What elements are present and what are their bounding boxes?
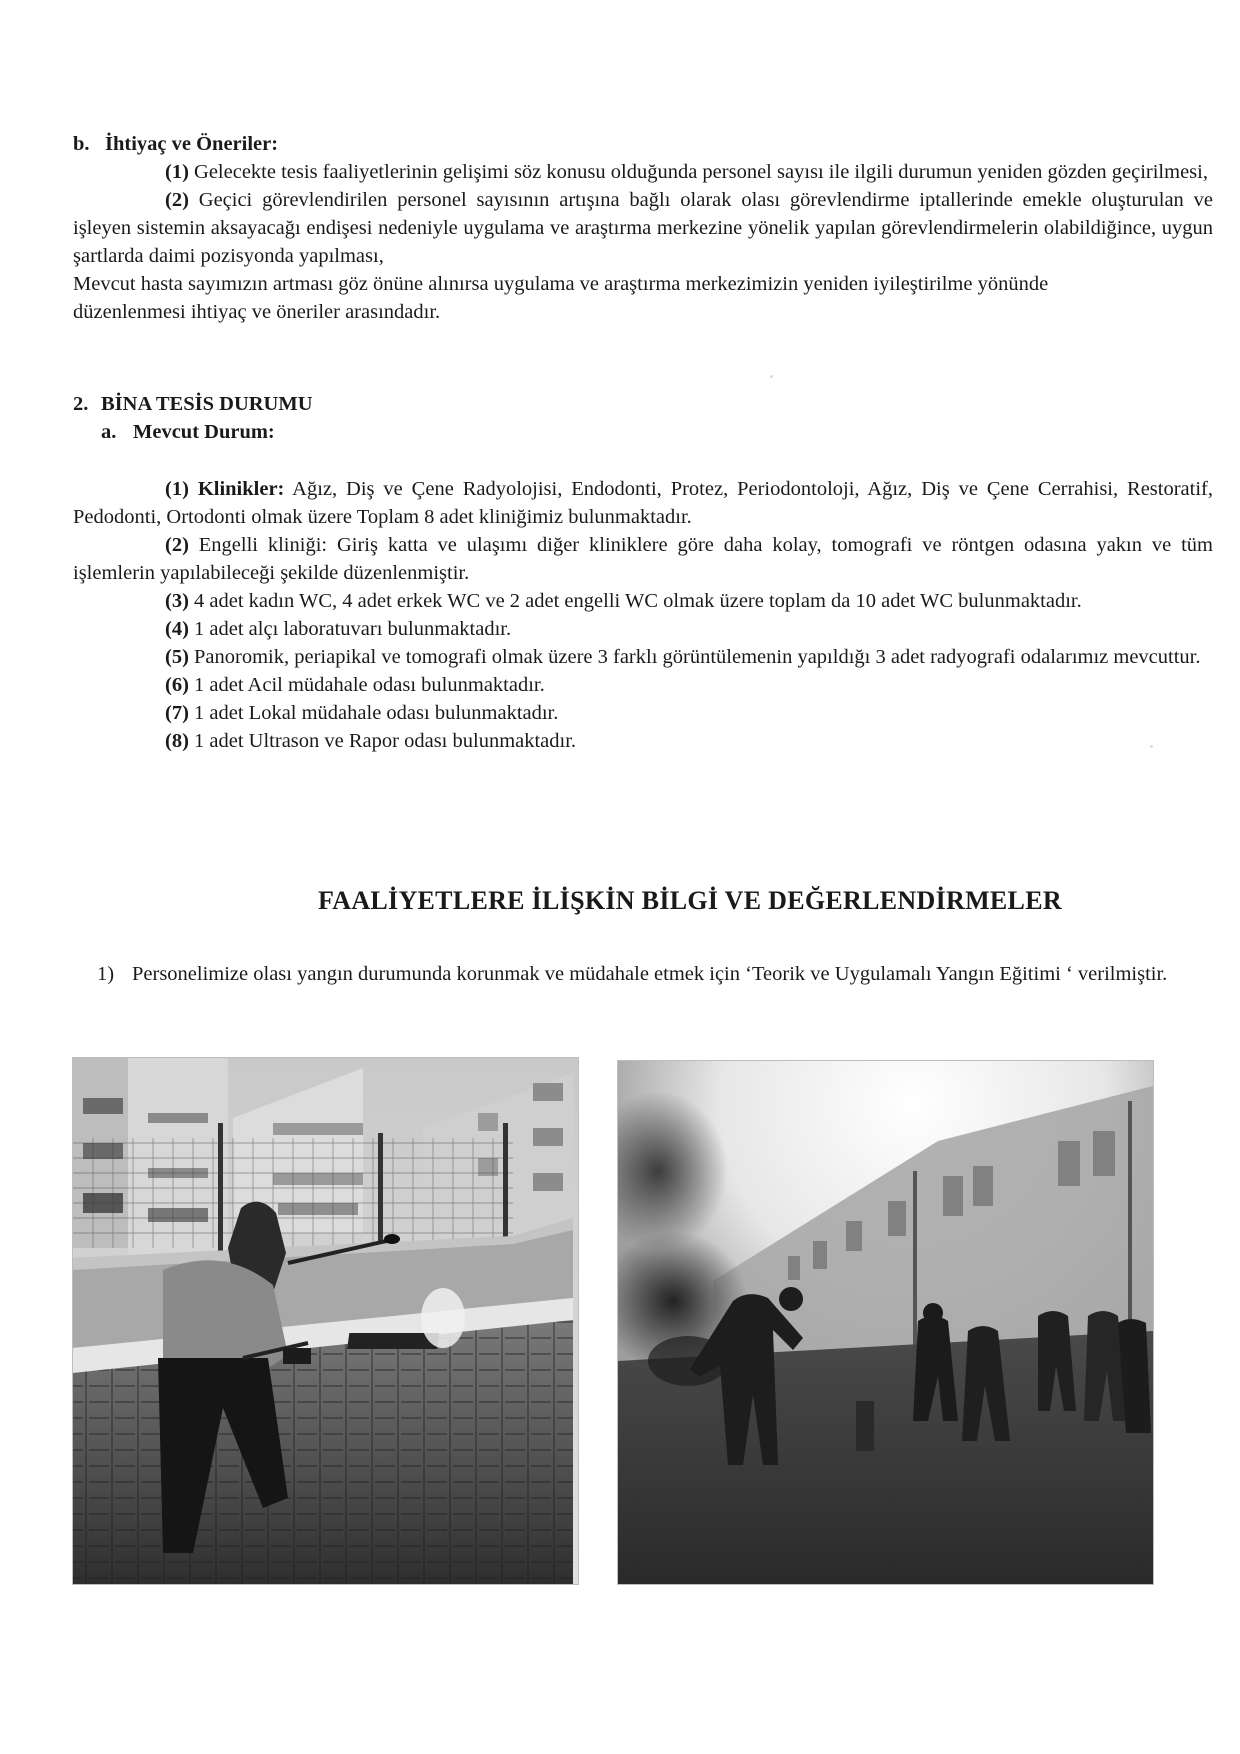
- item-text: 4 adet kadın WC, 4 adet erkek WC ve 2 adet engelli WC olmak üzere toplam da 10 adet WC bulunmaktadır.: [194, 590, 1082, 612]
- photo-left-graphic: [73, 1058, 578, 1584]
- item-text: Engelli kliniği: Giriş katta ve ulaşımı diğer kliniklere göre daha kolay, tomografi ve röntgen odasına yakın ve tüm işlemlerin yapılabileceği şekilde düzenlenmiştir.: [73, 534, 1213, 584]
- section-heading-label: 2.: [73, 393, 89, 415]
- list-item: [73, 475, 1213, 531]
- subsection-text: Mevcut Durum:: [133, 421, 275, 443]
- list-item: [73, 643, 1213, 671]
- item-number: (5): [165, 646, 189, 668]
- facility-list: [73, 475, 1213, 755]
- section-heading-text: BİNA TESİS DURUMU: [101, 393, 313, 415]
- section-heading: [73, 390, 1213, 418]
- scan-speck: [1150, 745, 1153, 748]
- item-number: (1): [165, 478, 189, 500]
- list-item: [73, 699, 1213, 727]
- section-building-facilities: [73, 390, 1213, 446]
- item-text: Gelecekte tesis faaliyetlerinin gelişimi söz konusu olduğunda personel sayısı ile ilgili durumun yeniden gözden geçirilmesi,: [194, 161, 1208, 183]
- activity-text: Personelimize olası yangın durumunda korunmak ve müdahale etmek için ‘Teorik ve Uygulamalı Yangın Eğitimi ‘ verilmiştir.: [132, 963, 1168, 985]
- fire-training-photo-right: [617, 1060, 1154, 1585]
- activity-item: [97, 960, 1213, 988]
- item-lead: Klinikler:: [197, 478, 285, 500]
- list-item: [73, 587, 1213, 615]
- list-item: [73, 671, 1213, 699]
- list-item: [73, 158, 1213, 186]
- list-item: [73, 727, 1213, 755]
- section-heading-label: b.: [73, 133, 90, 155]
- list-item: [73, 186, 1213, 270]
- item-text: Geçici görevlendirilen personel sayısının artışına bağlı olarak olası görevlendirme iptallerinde emekle oluşturulan ve işleyen sistemin aksayacağı endişesi nedeniyle uygulama ve araştırma merkezine yönelik yapılan görevlendirmelerin olabildiğince, uygun şartlarda daimi pozisyonda yapılması,: [73, 189, 1214, 267]
- item-text: 1 adet Lokal müdahale odası bulunmaktadır.: [194, 702, 559, 724]
- item-number: (3): [165, 590, 189, 612]
- item-number: (7): [165, 702, 189, 724]
- item-text: 1 adet Ultrason ve Rapor odası bulunmaktadır.: [194, 730, 577, 752]
- section-needs-suggestions: [73, 130, 1213, 326]
- section-heading: [73, 130, 1213, 158]
- section-heading-text: İhtiyaç ve Öneriler:: [105, 133, 279, 155]
- list-item: [73, 615, 1213, 643]
- activity-number: 1): [97, 963, 115, 985]
- item-text: 1 adet alçı laboratuvarı bulunmaktadır.: [194, 618, 512, 640]
- subsection-label: a.: [101, 421, 117, 443]
- item-number: (8): [165, 730, 189, 752]
- closing-paragraph: Mevcut hasta sayımızın artması göz önüne alınırsa uygulama ve araştırma merkezimizin yeniden iyileştirilme yönünde düzenlenmesi ihtiyaç ve öneriler arasındadır.: [73, 273, 1049, 323]
- item-text: Panoromik, periapikal ve tomografi olmak üzere 3 farklı görüntülemenin yapıldığı 3 adet radyografi odalarımız mevcuttur.: [194, 646, 1201, 668]
- item-text: 1 adet Acil müdahale odası bulunmaktadır.: [194, 674, 545, 696]
- scan-speck: [770, 375, 773, 378]
- photo-right-graphic: [618, 1061, 1153, 1584]
- fire-training-photo-left: [72, 1057, 579, 1585]
- item-text: Ağız, Diş ve Çene Radyolojisi, Endodonti, Protez, Periodontoloji, Ağız, Diş ve Çene Cerrahisi, Restoratif, Pedodonti, Ortodonti olmak üzere Toplam 8 adet kliniğimiz bulunmaktadır.: [73, 478, 1213, 528]
- item-number: (1): [165, 161, 189, 183]
- subsection-heading: [73, 418, 1213, 446]
- item-number: (2): [165, 534, 189, 556]
- activities-title: FAALİYETLERE İLİŞKİN BİLGİ VE DEĞERLENDİRMELER: [318, 886, 1062, 915]
- list-item: [73, 531, 1213, 587]
- item-number: (2): [165, 189, 189, 211]
- item-number: (4): [165, 618, 189, 640]
- item-number: (6): [165, 674, 189, 696]
